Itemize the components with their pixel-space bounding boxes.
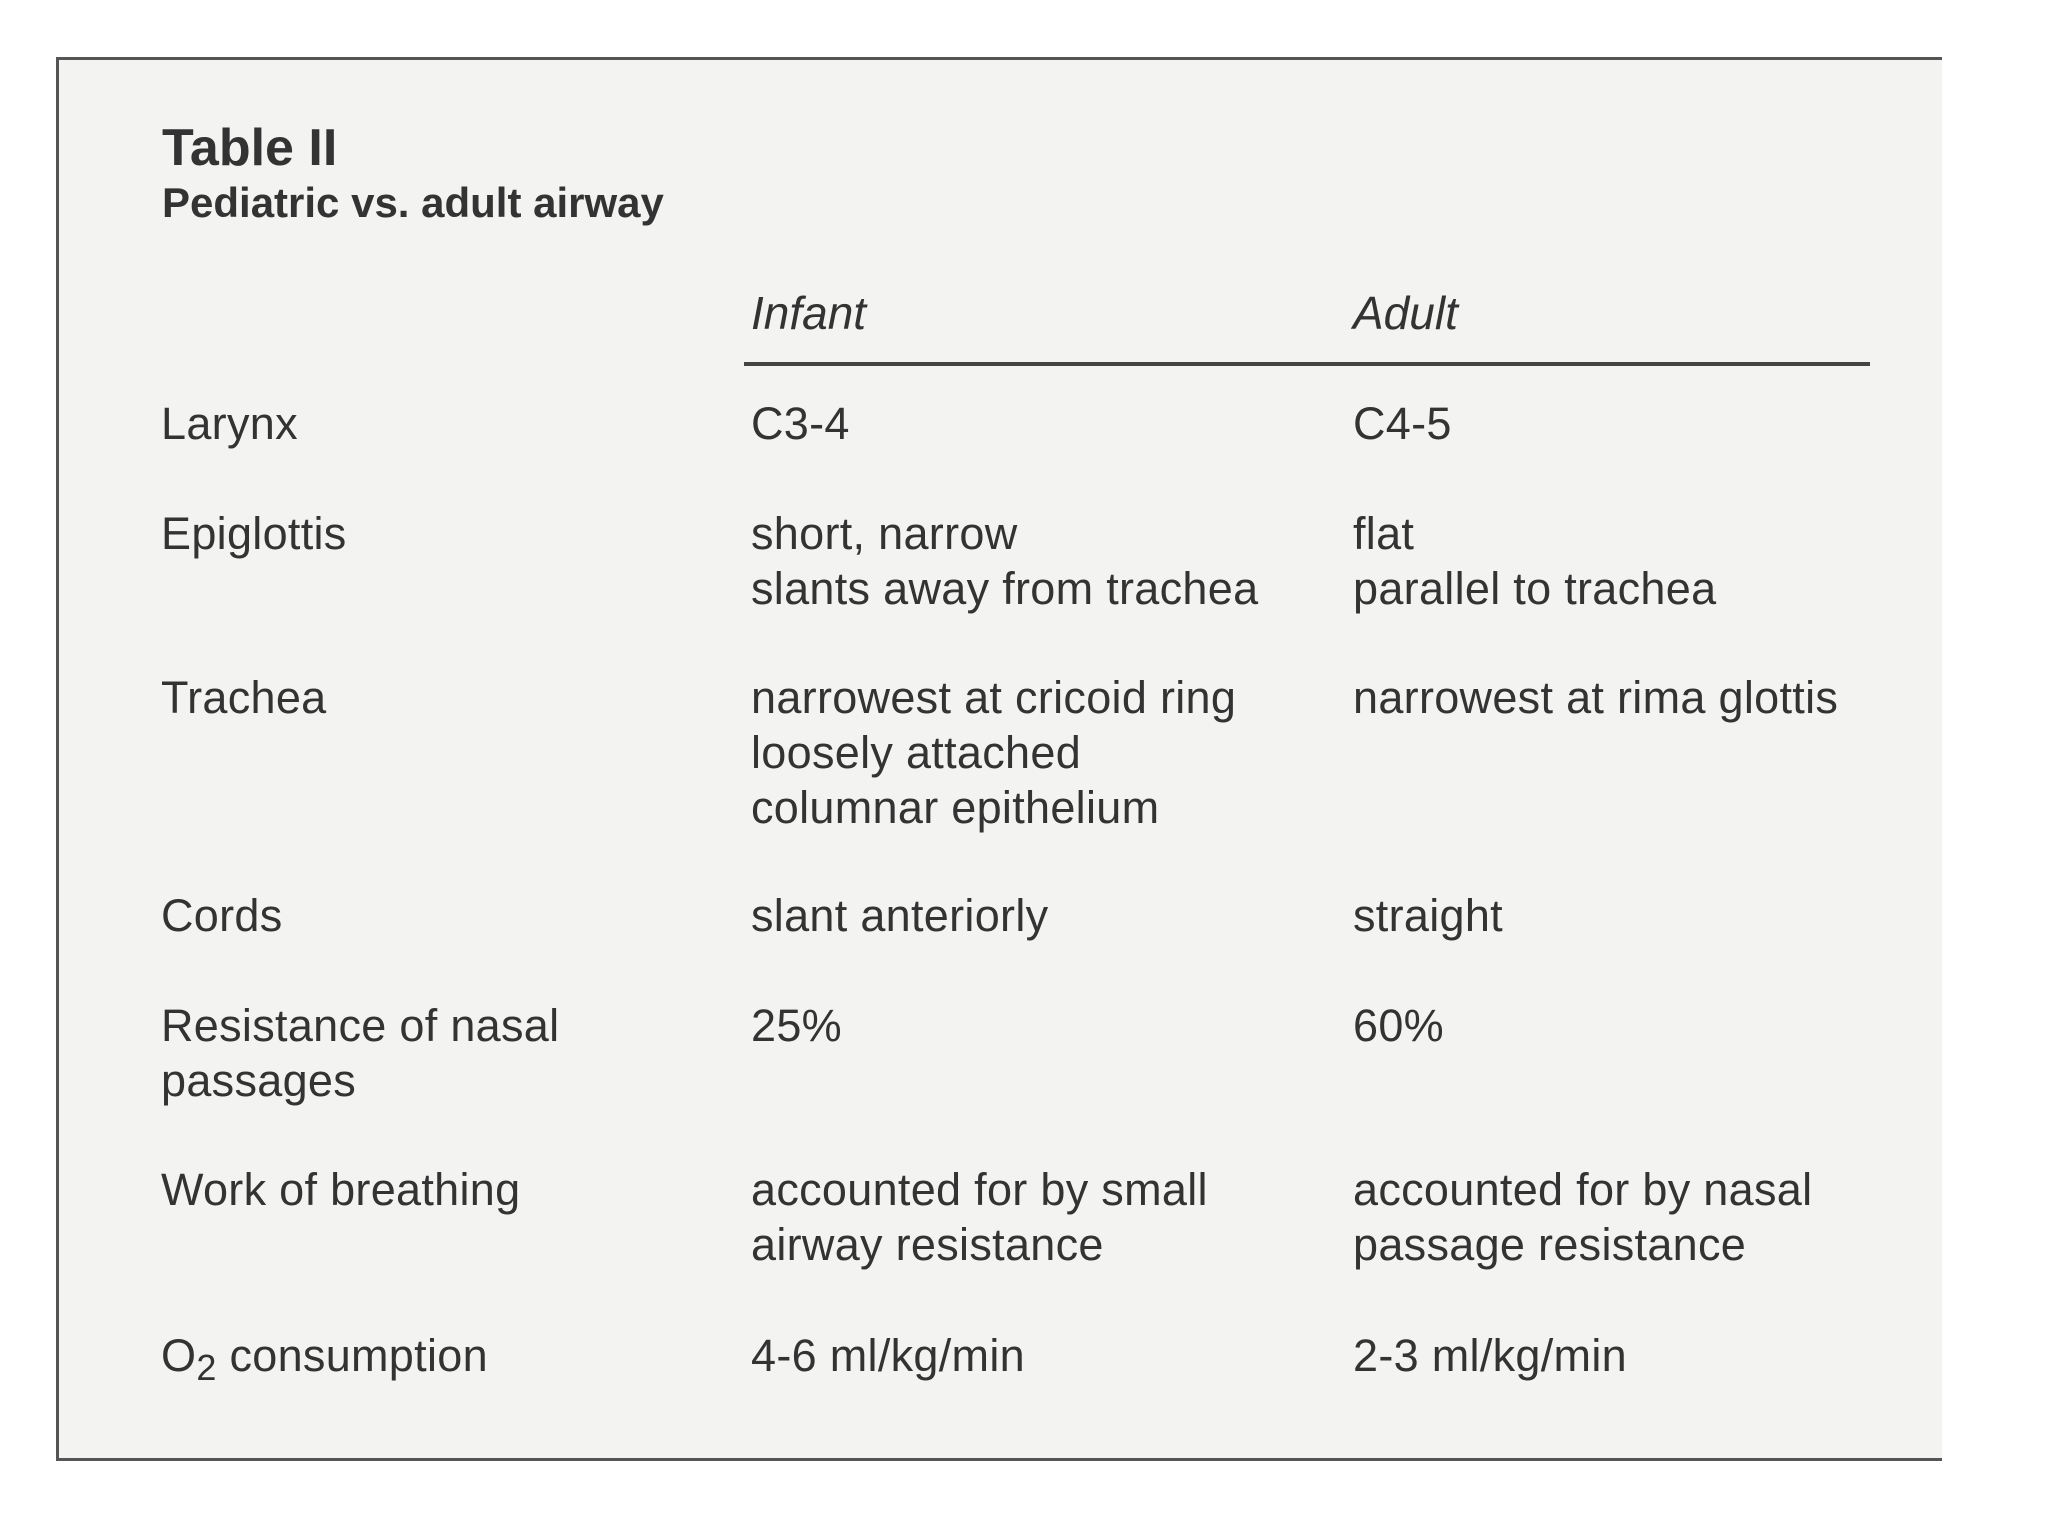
cell-line: 25%	[751, 1000, 842, 1051]
column-header-infant: Infant	[751, 287, 867, 339]
infant-cell	[751, 1328, 1025, 1383]
row-label	[161, 1162, 520, 1217]
cell-line: parallel to trachea	[1353, 563, 1717, 614]
infant-cell	[751, 396, 850, 451]
cell-line: airway resistance	[751, 1219, 1104, 1270]
cell-line: 60%	[1353, 1000, 1444, 1051]
cell-line: Work of breathing	[161, 1164, 521, 1215]
row-label	[161, 670, 327, 725]
cell-line: 4-6 ml/kg/min	[751, 1330, 1025, 1381]
cell-line: C3-4	[751, 398, 850, 449]
adult-cell	[1353, 888, 1503, 943]
adult-cell	[1353, 506, 1716, 616]
table-subtitle: Pediatric vs. adult airway	[162, 179, 664, 226]
adult-cell	[1353, 1328, 1627, 1383]
infant-cell	[751, 1162, 1208, 1272]
label-part-rest: consumption	[216, 1330, 488, 1381]
cell-line: Epiglottis	[161, 508, 347, 559]
adult-cell	[1353, 396, 1452, 451]
cell-line: 2-3 ml/kg/min	[1353, 1330, 1627, 1381]
cell-line: passages	[161, 1055, 357, 1106]
cell-line: Resistance of nasal	[161, 1000, 560, 1051]
cell-line: straight	[1353, 890, 1503, 941]
row-label	[161, 1328, 488, 1395]
row-label	[161, 396, 298, 451]
cell-line: accounted for by nasal	[1353, 1164, 1813, 1215]
cell-line: narrowest at rima glottis	[1353, 672, 1839, 723]
table-title: Table II	[162, 119, 338, 177]
cell-line: Cords	[161, 890, 283, 941]
infant-cell	[751, 506, 1258, 616]
adult-cell	[1353, 998, 1444, 1053]
adult-cell	[1353, 670, 1838, 725]
header-rule	[744, 362, 1870, 366]
cell-line: slant anteriorly	[751, 890, 1049, 941]
row-label	[161, 888, 283, 943]
cell-line: columnar epithelium	[751, 782, 1160, 833]
cell-line: passage resistance	[1353, 1219, 1747, 1270]
infant-cell	[751, 888, 1048, 943]
row-label	[161, 506, 347, 561]
adult-cell	[1353, 1162, 1812, 1272]
cell-line: narrowest at cricoid ring	[751, 672, 1237, 723]
cell-line: Trachea	[161, 672, 327, 723]
cell-line: Larynx	[161, 398, 298, 449]
cell-line: loosely attached	[751, 727, 1082, 778]
label-part-main: O	[161, 1330, 197, 1381]
infant-cell	[751, 998, 842, 1053]
row-label	[161, 998, 559, 1108]
cell-line: slants away from trachea	[751, 563, 1259, 614]
cell-line: flat	[1353, 508, 1415, 559]
cell-line: C4-5	[1353, 398, 1452, 449]
cell-line: short, narrow	[751, 508, 1018, 559]
infant-cell	[751, 670, 1236, 835]
label-part-sub: 2	[196, 1347, 217, 1388]
cell-line: accounted for by small	[751, 1164, 1208, 1215]
column-header-adult: Adult	[1353, 287, 1458, 339]
